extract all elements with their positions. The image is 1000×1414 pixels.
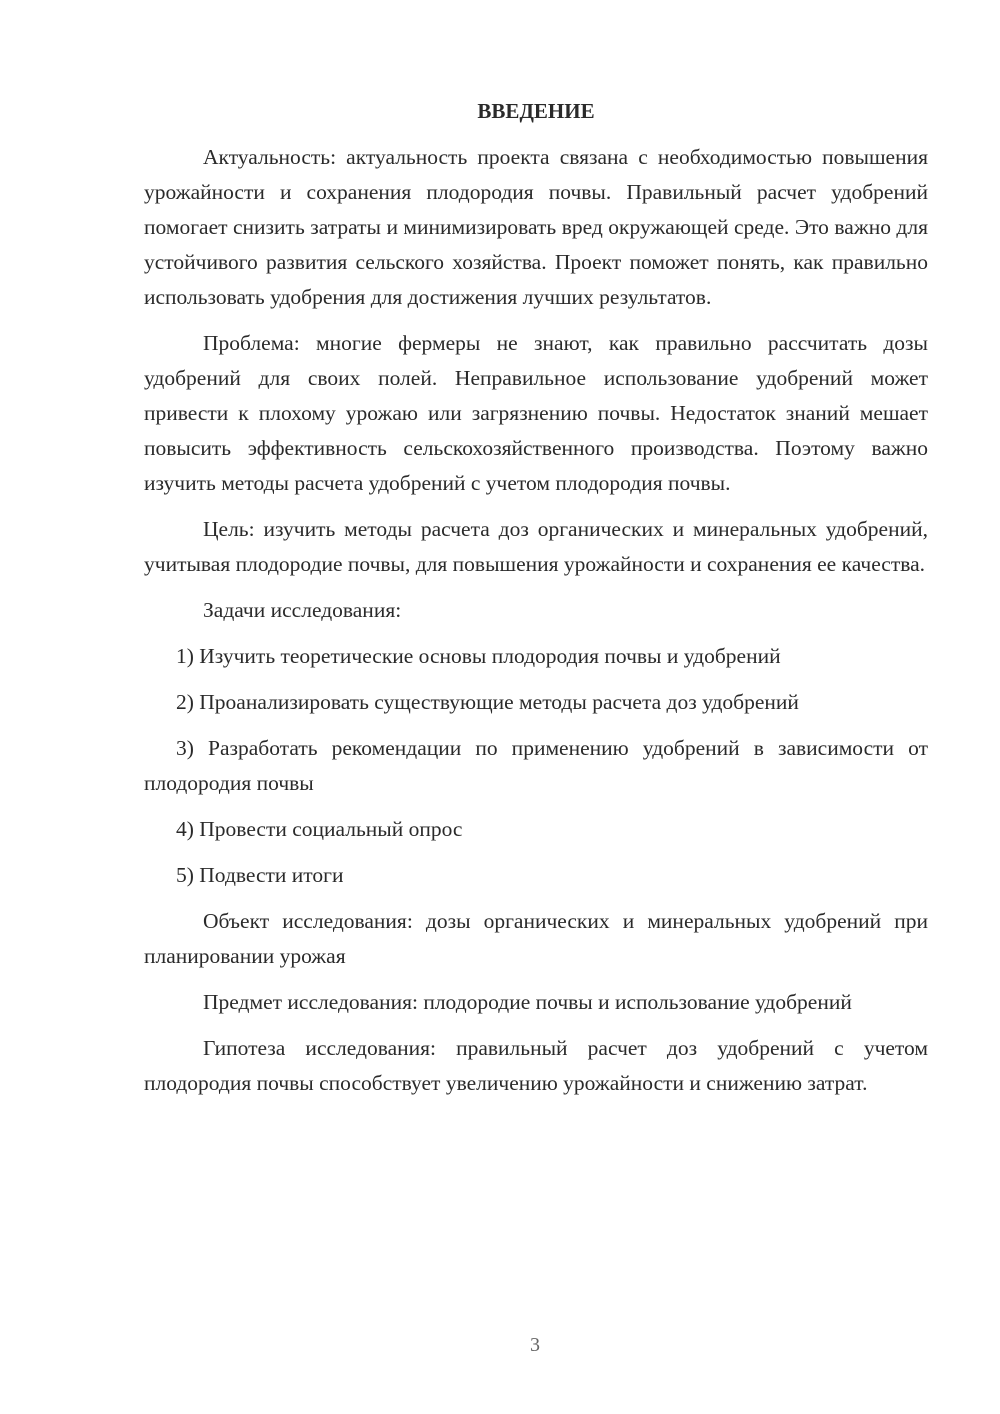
problem-paragraph: Проблема: многие фермеры не знают, как правильно рассчитать дозы удобрений для своих полей. Неправильное использование удобрений может привести к плохому урожаю или загрязнению почвы. Недостаток знаний мешает повысить эффективность сельскохозяйственного производства. Поэтому важно изучить методы расчета удобрений с учетом плодородия почвы. xyxy=(144,331,928,495)
tasks-heading: Задачи исследования: xyxy=(203,598,402,622)
task-item-2: 2) Проанализировать существующие методы расчета доз удобрений xyxy=(176,690,799,714)
task-item-4: 4) Провести социальный опрос xyxy=(176,817,463,841)
goal-paragraph: Цель: изучить методы расчета доз органических и минеральных удобрений, учитывая плодородие почвы, для повышения урожайности и сохранения ее качества. xyxy=(144,517,928,576)
section-title: ВВЕДЕНИЕ xyxy=(477,99,595,123)
page-content xyxy=(144,96,928,1112)
subject-paragraph: Предмет исследования: плодородие почвы и использование удобрений xyxy=(203,990,852,1014)
task-item-3: 3) Разработать рекомендации по применению удобрений в зависимости от плодородия почвы xyxy=(144,736,928,795)
object-paragraph: Объект исследования: дозы органических и минеральных удобрений при планировании урожая xyxy=(144,909,928,968)
task-item-1: 1) Изучить теоретические основы плодородия почвы и удобрений xyxy=(176,644,781,668)
relevance-paragraph: Актуальность: актуальность проекта связана с необходимостью повышения урожайности и сохранения плодородия почвы. Правильный расчет удобрений помогает снизить затраты и минимизировать вред окружающей среде. Это важно для устойчивого развития сельского хозяйства. Проект поможет понять, как правильно использовать удобрения для достижения лучших результатов. xyxy=(144,145,928,309)
task-item-5: 5) Подвести итоги xyxy=(176,863,344,887)
page-number: 3 xyxy=(530,1334,540,1356)
hypothesis-paragraph: Гипотеза исследования: правильный расчет доз удобрений с учетом плодородия почвы способствует увеличению урожайности и снижению затрат. xyxy=(144,1036,928,1095)
